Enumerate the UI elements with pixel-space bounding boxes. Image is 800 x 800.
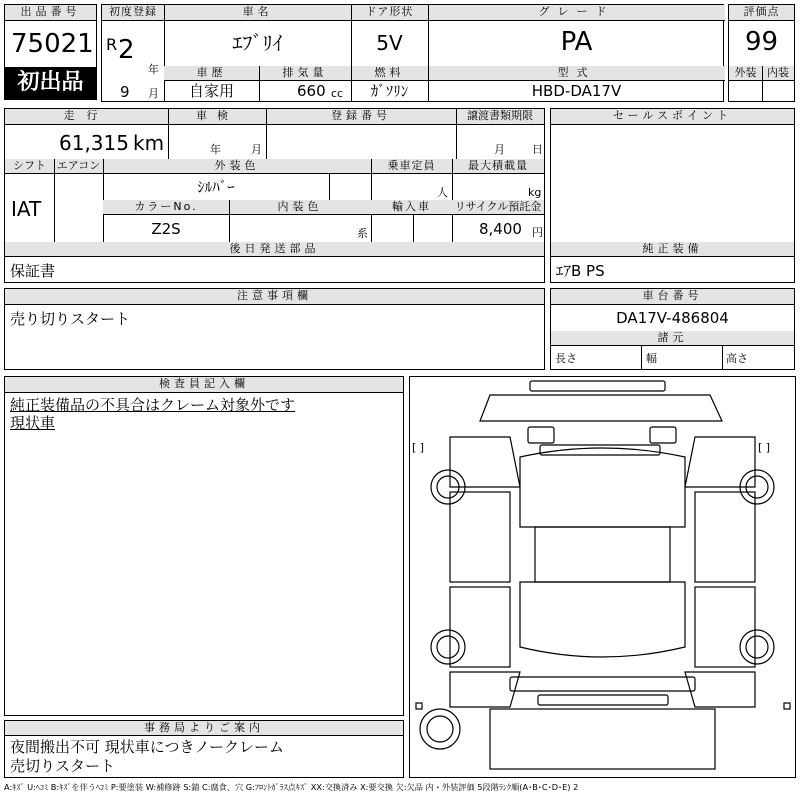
later-parts-label: 後日発送部品: [5, 242, 544, 257]
shift-label: シフト: [5, 159, 54, 174]
inspector-box: [4, 376, 404, 716]
inspector-line-2: 現状車: [10, 414, 56, 432]
mileage: 61,315: [59, 131, 129, 155]
fuel-label: 燃料: [351, 66, 428, 81]
diagram-bracket-right: [ ]: [758, 441, 771, 454]
notes-box: [4, 288, 545, 370]
legend: A:ｷｽﾞ U:ﾍｺﾐ B:ｷｽﾞを伴うﾍｺﾐ P:要塗装 W:補修跡 S:錆 C:腐食、穴 G:ﾌﾛﾝﾄｶﾞﾗｽ点ｷｽﾞ XX:交換済み X:要交換 欠:欠品 内・外装評価 5段階ﾗﾝｸ順(A･B･C･D･E) 2: [4, 782, 579, 792]
notes-label: 注意事項欄: [5, 289, 544, 305]
car-diagram-box: [409, 376, 796, 778]
import-label: 輸入車: [371, 200, 452, 215]
era-year: 2: [118, 35, 135, 65]
grade-label: グレード: [428, 5, 725, 21]
car-name: ｴﾌﾞﾘｲ: [232, 31, 283, 55]
year-unit: 年: [148, 63, 159, 76]
specs-box: [4, 108, 545, 283]
exterior-score-label: 外装: [729, 66, 762, 81]
inspection-year-unit: 年: [210, 143, 221, 156]
width-label: 幅: [646, 352, 657, 365]
interior-color-label: 内装色: [229, 200, 371, 215]
door-type: 5V: [376, 31, 403, 55]
inspector-label: 検査員記入欄: [5, 377, 403, 393]
interior-color-unit: 系: [357, 227, 368, 240]
capacity-label: 乗車定員: [371, 159, 452, 174]
inspection-month-unit: 月: [251, 143, 262, 156]
car-name-label: 車名: [164, 5, 351, 21]
office-label: 事務局よりご案内: [5, 721, 403, 736]
recycle-unit: 円: [532, 226, 543, 239]
first-listing-badge: 初出品: [5, 67, 96, 99]
recycle-label: リサイクル預託金: [452, 200, 544, 215]
first-reg-label: 初度登録: [102, 5, 164, 21]
displacement-unit: cc: [331, 87, 344, 100]
transfer-deadline-label: 譲渡書類期限: [456, 109, 544, 125]
shift: IAT: [11, 197, 42, 221]
chassis-label: 車台番号: [551, 289, 794, 305]
height-label: 高さ: [726, 352, 748, 365]
grade: PA: [560, 27, 593, 57]
ac-label: エアコン: [54, 159, 103, 174]
max-load-unit: kg: [528, 186, 542, 199]
diagram-bracket-left: [ ]: [412, 441, 425, 454]
displacement: 660: [297, 82, 326, 100]
mileage-unit: km: [133, 131, 165, 155]
length-label: 長さ: [555, 352, 577, 365]
inspector-line-1: 純正装備品の不具合はクレーム対象外です: [10, 396, 296, 414]
vehicle-header-box: [101, 4, 724, 102]
color-no: Z2S: [151, 220, 181, 238]
later-parts: 保証書: [10, 262, 56, 280]
notes: 売り切りスタート: [10, 310, 131, 328]
inspection-label: 車検: [168, 109, 266, 125]
office-line-1: 夜間搬出不可 現状車につきノークレーム: [10, 738, 285, 756]
interior-score-label: 内装: [762, 66, 794, 81]
car-diagram: [410, 377, 795, 777]
score-label: 評価点: [729, 5, 794, 21]
chassis-box: [550, 288, 795, 370]
max-load-label: 最大積載量: [452, 159, 544, 174]
chassis-number: DA17V-486804: [616, 309, 729, 327]
listing-number-box: [4, 4, 97, 100]
month: 9: [120, 83, 130, 101]
score: 99: [744, 27, 779, 57]
genuine-equipment-label: 純正装備: [551, 242, 794, 257]
door-label: ドア形状: [351, 5, 428, 21]
history: 自家用: [188, 82, 234, 100]
recycle-fee: 8,400: [479, 220, 522, 238]
sales-points-label: セールスポイント: [551, 109, 794, 125]
office-box: [4, 720, 404, 778]
model-label: 型式: [428, 66, 725, 81]
transfer-month-unit: 月: [494, 143, 505, 156]
exterior-color: ｼﾙﾊﾞｰ: [197, 178, 235, 196]
era-letter: R: [106, 35, 118, 54]
capacity-unit: 人: [437, 186, 448, 199]
listing-number-label: 出品番号: [5, 5, 96, 21]
dims-label: 諸元: [551, 331, 794, 346]
transfer-day-unit: 日: [532, 143, 543, 156]
month-unit: 月: [148, 87, 159, 100]
displacement-label: 排気量: [259, 66, 351, 81]
score-box: [728, 4, 795, 102]
listing-number: 75021: [11, 29, 94, 59]
registration-label: 登録番号: [266, 109, 456, 125]
genuine-equipment: ｴｱB PS: [556, 262, 605, 280]
fuel: ｶﾞｿﾘﾝ: [370, 82, 409, 100]
exterior-color-label: 外装色: [103, 159, 371, 174]
office-line-2: 売切りスタート: [10, 757, 116, 775]
model: HBD-DA17V: [531, 82, 622, 100]
color-no-label: カラーNo.: [103, 200, 229, 215]
history-label: 車歴: [164, 66, 259, 81]
sales-points-box: [550, 108, 795, 283]
mileage-label: 走行: [5, 109, 168, 125]
